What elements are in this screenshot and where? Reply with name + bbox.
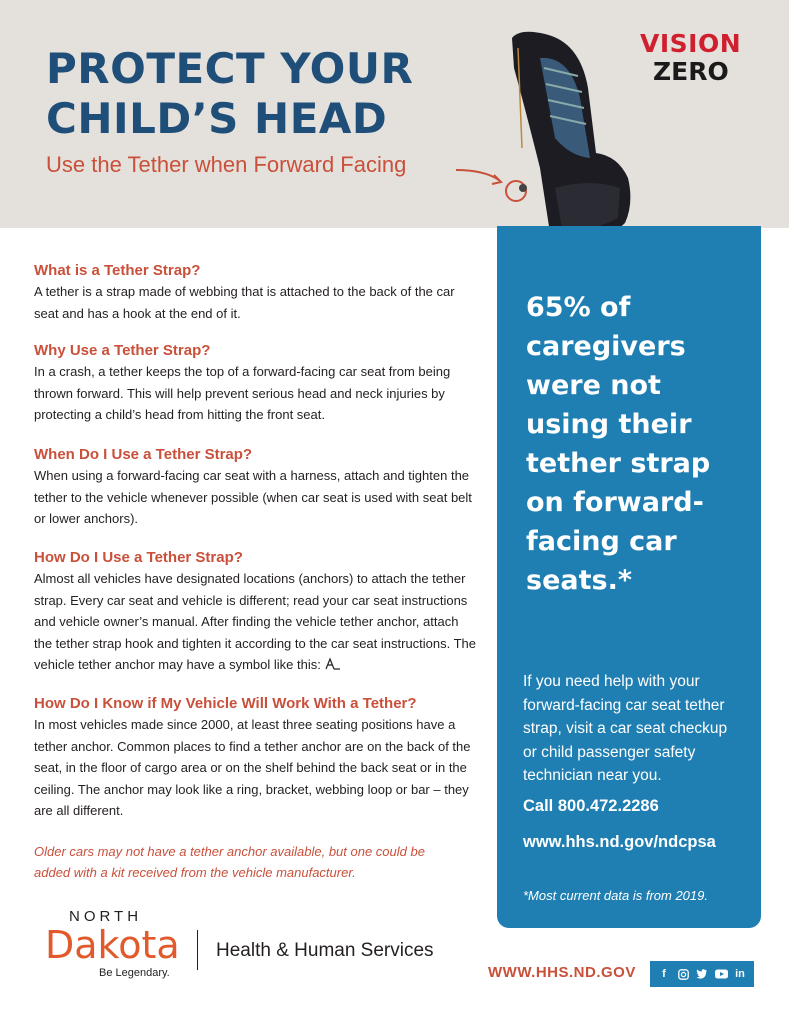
north-dakota-logo — [45, 908, 185, 979]
footer-divider — [197, 930, 198, 970]
section-vehicle — [34, 694, 474, 822]
instagram-icon[interactable] — [676, 967, 690, 981]
twitter-icon[interactable] — [695, 967, 709, 981]
website-link[interactable]: www.hhs.nd.gov/ndcpsa — [523, 833, 716, 851]
section-body: A tether is a strap made of webbing that is attached to the back of the car seat and has a hook at the end of it. — [34, 284, 455, 321]
section-heading: When Do I Use a Tether Strap? — [34, 446, 253, 463]
section-heading: How Do I Use a Tether Strap? — [34, 549, 243, 566]
logo-north: NORTH — [69, 908, 143, 925]
phone-number[interactable]: Call 800.472.2286 — [523, 797, 659, 815]
youtube-icon[interactable] — [714, 967, 728, 981]
footer-website-link[interactable]: WWW.HHS.ND.GOV — [488, 964, 636, 981]
section-when — [34, 445, 474, 530]
section-what — [34, 261, 474, 324]
section-body: When using a forward-facing car seat with a harness, attach and tighten the tether to the vehicle whenever possible (when car seat is used with seat belt or lower anchors). — [34, 468, 472, 526]
page-title — [46, 44, 413, 144]
section-heading: How Do I Know if My Vehicle Will Work With a Tether? — [34, 695, 417, 712]
linkedin-icon[interactable]: in — [735, 968, 745, 980]
zero-text: ZERO — [653, 57, 729, 86]
vision-zero-logo — [640, 30, 755, 86]
section-body: In most vehicles made since 2000, at least three seating positions have a tether anchor. Common places to find a tether anchor are on the back of the seat, in the floor of cargo area or on the shelf behind the back seat or in the ceiling. The anchor may look like a ring, bracket, webbing loop or bar – they are all different. — [34, 717, 471, 818]
facebook-icon[interactable]: f — [662, 968, 666, 980]
section-how — [34, 548, 479, 676]
logo-tagline: Be Legendary. — [99, 967, 170, 979]
page-subtitle: Use the Tether when Forward Facing — [46, 152, 407, 177]
title-line-1: PROTECT YOUR — [46, 44, 414, 93]
stat-text: 65% of caregivers were not using their tether strap on forward-facing car seats.* — [526, 292, 711, 596]
tether-anchor-symbol-icon — [324, 657, 342, 671]
section-heading: What is a Tether Strap? — [34, 262, 201, 279]
vision-text: VISION — [640, 29, 742, 58]
title-line-2: CHILD’S HEAD — [46, 94, 388, 143]
data-footnote: *Most current data is from 2019. — [523, 888, 708, 903]
department-name: Health & Human Services — [216, 940, 434, 961]
section-why — [34, 341, 474, 426]
logo-dakota: Dakota — [45, 923, 180, 967]
section-body: Almost all vehicles have designated locations (anchors) to attach the tether strap. Every car seat and vehicle is different; read your car seat instructions and vehicle owner’s manual. After finding the vehicle tether anchor, attach the tether strap hook and tighten it according to the car seat instructions. The vehicle tether anchor may have a symbol like this: — [34, 571, 477, 672]
section-body: In a crash, a tether keeps the top of a forward-facing car seat from being thrown forward. This will help prevent serious head and neck injuries by protecting a child’s head from hitting the front seat. — [34, 364, 451, 422]
help-text: If you need help with your forward-facing car seat tether strap, visit a car seat checkup or child passenger safety technician near you. — [523, 673, 728, 784]
stat-panel — [497, 226, 761, 928]
older-cars-note: Older cars may not have a tether anchor available, but one could be added with a kit received from the vehicle manufacturer. — [34, 844, 425, 880]
car-seat-image — [500, 28, 635, 253]
section-heading: Why Use a Tether Strap? — [34, 342, 211, 359]
social-icons — [650, 961, 754, 987]
